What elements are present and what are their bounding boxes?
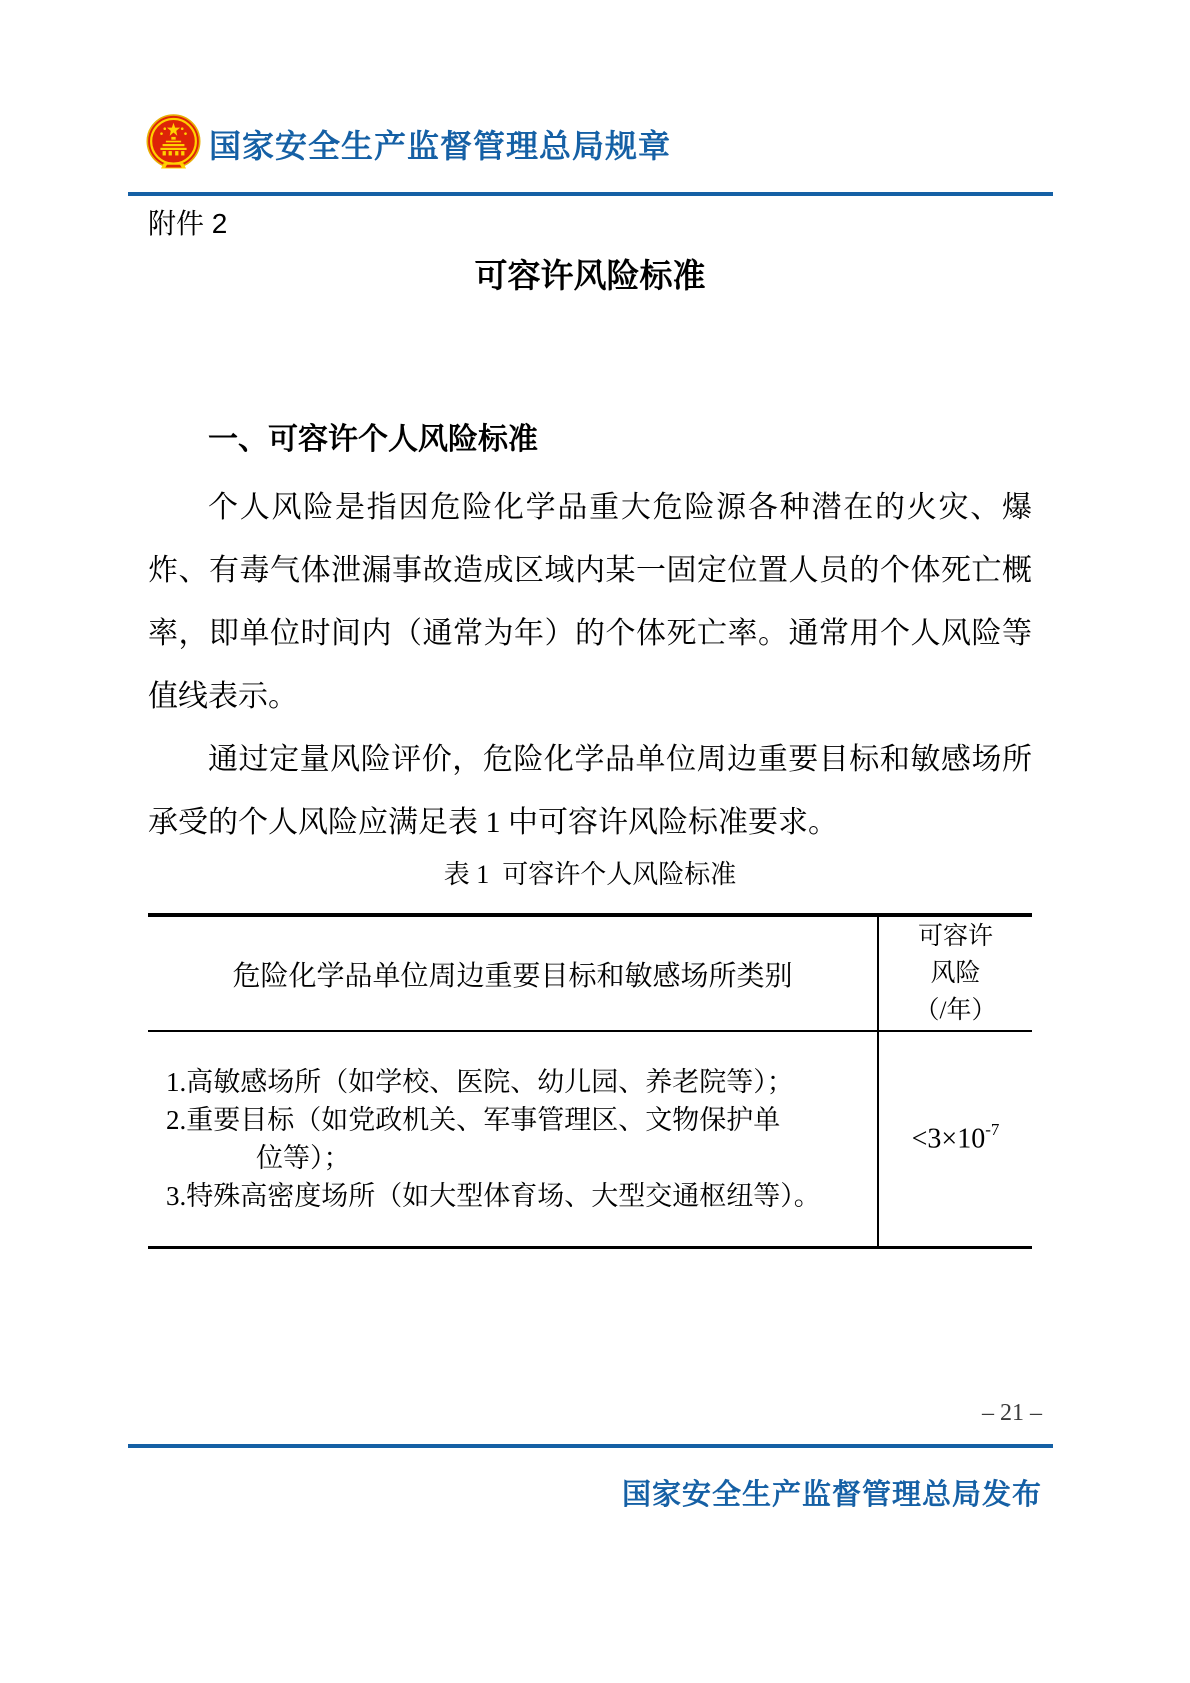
header-rule (128, 192, 1053, 196)
category-item-continuation: 位等）； (256, 1143, 351, 1173)
table-cell-risk-value (877, 1032, 1032, 1246)
category-item: 3.特殊高密度场所（如大型体育场、大型交通枢纽等）。 (166, 1181, 821, 1211)
china-national-emblem-icon (146, 114, 201, 174)
table-cell-categories (148, 1032, 877, 1246)
table-header-category: 危险化学品单位周边重要目标和敏感场所类别 (232, 960, 793, 992)
risk-value-exponent: -7 (985, 1120, 1000, 1140)
table-header-risk (877, 917, 1032, 1030)
table-header-risk-line: （/年） (914, 997, 997, 1024)
page-number: – 21 – (982, 1400, 1042, 1426)
risk-standard-table (148, 913, 1032, 1249)
risk-value (912, 1122, 1000, 1155)
paragraph-1: 个人风险是指因危险化学品重大危险源各种潜在的火灾、爆炸、有毒气体泄漏事故造成区域内某一固定位置人员的个体死亡概率，即单位时间内（通常为年）的个体死亡率。通常用个人风险等值线表示。 (148, 491, 1032, 713)
table-header-risk-line: 可容许 (917, 923, 993, 950)
paragraph-2: 通过定量风险评价，危险化学品单位周边重要目标和敏感场所承受的个人风险应满足表 1 中可容许风险标准要求。 (148, 743, 1032, 839)
risk-value-base: <3×10 (911, 1123, 986, 1155)
table-header-risk-line: 风险 (930, 960, 981, 987)
category-item: 1.高敏感场所（如学校、医院、幼儿园、养老院等）； (166, 1067, 794, 1097)
table-row (148, 1032, 1032, 1249)
footer-rule (128, 1444, 1053, 1448)
table-header-row (148, 917, 1032, 1032)
section-heading: 一、可容许个人风险标准 (208, 423, 538, 456)
body-text (148, 476, 1032, 854)
category-item: 2.重要目标（如党政机关、军事管理区、文物保护单 (166, 1105, 781, 1135)
table-caption: 表 1 可容许个人风险标准 (443, 860, 737, 889)
publisher-line: 国家安全生产监督管理总局发布 (621, 1479, 1042, 1511)
attachment-label: 附件 2 (148, 208, 228, 239)
masthead (146, 114, 671, 174)
page-title: 可容许风险标准 (474, 257, 706, 294)
masthead-title: 国家安全生产监督管理总局规章 (209, 128, 672, 164)
